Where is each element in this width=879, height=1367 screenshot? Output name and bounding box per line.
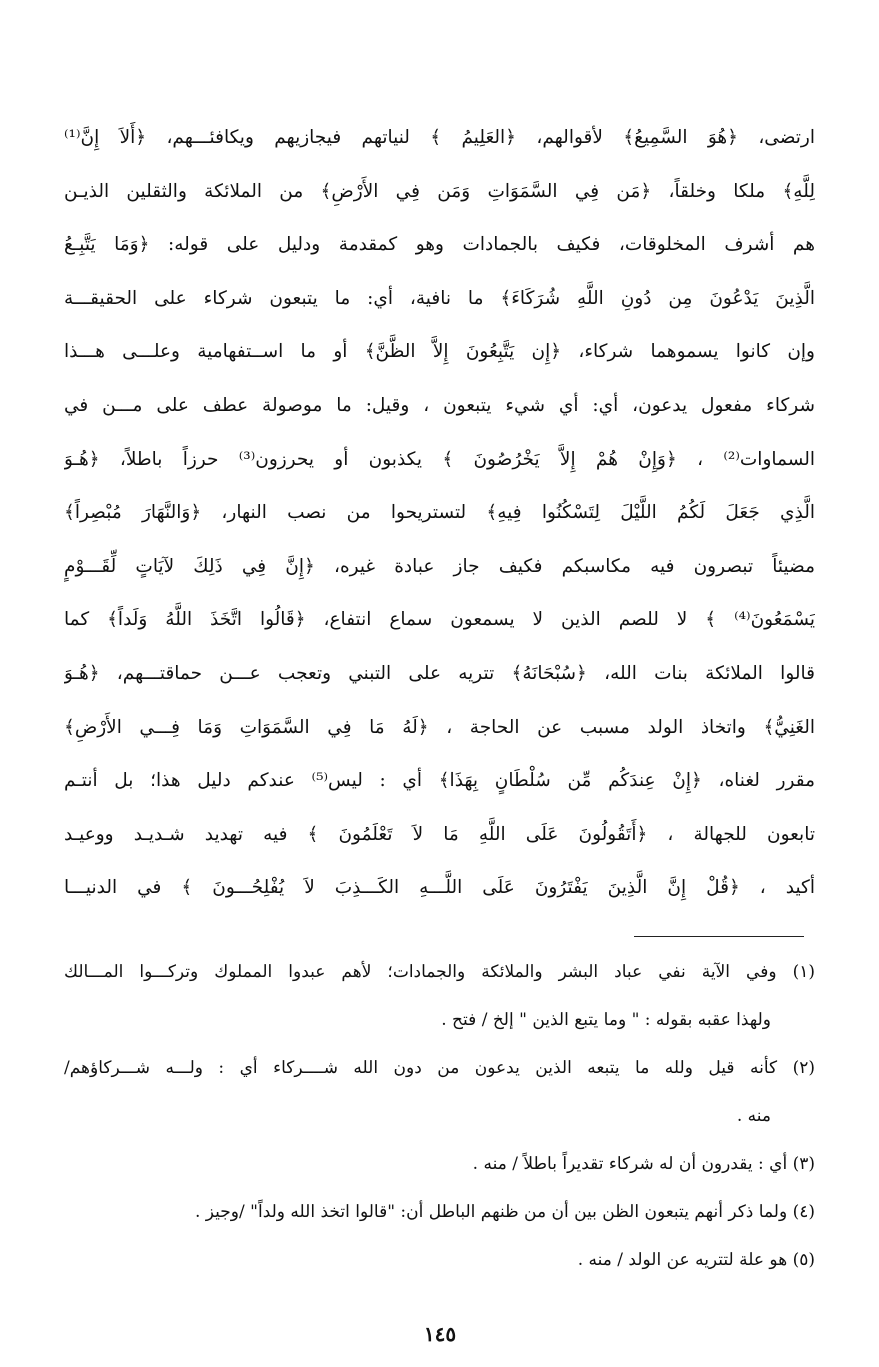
text-line: ارتضى، ﴿هُوَ السَّمِيعُ﴾ لأقوالهم، ﴿العَلِيمُ ﴾ لنياتهم فيجازيهم ويكافئـــهم، ﴿أَلاَ إِنَّ⁽¹⁾ (64, 127, 815, 148)
text-line: قالوا الملائكة بنات الله، ﴿سُبْحَانَهُ﴾ تتريه على التبني وتعجب عـــن حماقتـــهم، ﴿هُـوَ (64, 662, 815, 684)
text-line: يَسْمَعُونَ⁽⁴⁾ ﴾ لا للصم الذين لا يسمعون سماع انتفاع، ﴿قَالُوا اتَّخَذَ اللَّهُ وَلَداً﴾ كما (64, 609, 815, 631)
page-number: ١٤٥ (423, 1322, 457, 1346)
footnote-2-continued: منه . (736, 1106, 771, 1126)
text-line: لِلَّهِ﴾ ملكا وخلقاً، ﴿مَن فِي السَّمَوَاتِ وَمَن فِي الأَرْضِ﴾ من الملائكة والثقلين الذيـن (64, 180, 815, 202)
text-line: الَّذِينَ يَدْعُونَ مِن دُونِ اللَّهِ شُرَكَاءَ﴾ ما نافية، أي: ما يتبعون شركاء على الحقيقـــة (64, 287, 815, 309)
footnote-5: (٥) هو علة لتتريه عن الولد / منه . (577, 1250, 815, 1270)
footnote-3: (٣) أي : يقدرون أن له شركاء تقديراً باطلاً / منه . (472, 1154, 815, 1174)
footnote-1: (١) وفي الآية نفي عباد البشر والملائكة والجمادات؛ لأهم عبدوا المملوك وتركـــوا المـــالك (64, 962, 815, 982)
main-text-block (64, 112, 815, 916)
text-line: الغَنِيُّ﴾ واتخاذ الولد مسبب عن الحاجة ، ﴿لَهُ مَا فِي السَّمَوَاتِ وَمَا فِـــي الأَرْضِ﴾ (64, 716, 815, 738)
text-line: أكيد ، ﴿قُلْ إِنَّ الَّذِينَ يَفْتَرُونَ عَلَى اللَّـــهِ الكَـــذِبَ لاَ يُفْلِحُـــونَ ﴾ في الدنيـــا (64, 877, 815, 899)
footnote-divider (634, 936, 804, 937)
footnote-1-continued: ولهذا عقبه بقوله : " وما يتبع الذين " إلخ / فتح . (441, 1010, 771, 1030)
text-line: هم أشرف المخلوقات، فكيف بالجمادات وهو كمقدمة ودليل على قوله: ﴿وَمَا يَتَّبِـعُ (64, 234, 815, 256)
text-line: مضيئاً تبصرون فيه مكاسبكم فكيف جاز عبادة غيره، ﴿إِنَّ فِي ذَلِكَ لآيَاتٍ لِّقَـــوْمٍ (64, 555, 815, 577)
text-line: وإن كانوا يسموهما شركاء، ﴿إِن يَتَّبِعُونَ إِلاَّ الظَّنَّ﴾ أو ما اســتفهامية وعلـــى هـــذا (64, 341, 815, 363)
text-line: الَّذِي جَعَلَ لَكُمُ اللَّيْلَ لِتَسْكُنُوا فِيهِ﴾ لتستريحوا من نصب النهار، ﴿وَالنَّهَارَ مُبْصِراً﴾ (64, 502, 815, 524)
footnote-2: (٢) كأنه قيل ولله ما يتبعه الذين يدعون من دون الله شــــركاء أي : ولـــه شـــركاؤهم/ (64, 1058, 815, 1078)
footnotes-block (64, 952, 815, 1288)
footnote-4: (٤) ولما ذكر أنهم يتبعون الظن بين أن من ظنهم الباطل أن: "قالوا اتخذ الله ولداً" /وجيز . (194, 1202, 815, 1222)
text-line: شركاء مفعول يدعون، أي: أي شيء يتبعون ، وقيل: ما موصولة عطف على مـــن في (64, 394, 815, 416)
text-line: تابعون للجهالة ، ﴿أَتَقُولُونَ عَلَى اللَّهِ مَا لاَ تَعْلَمُونَ ﴾ فيه تهديد شـديـد ووعيـد (64, 823, 815, 845)
text-line: مقرر لغناه، ﴿إِنْ عِندَكُم مِّن سُلْطَانٍ بِهَذَا﴾ أي : ليس⁽⁵⁾ عندكم دليل هذا؛ بل أنتـم (64, 770, 815, 792)
text-line: السماوات⁽²⁾ ، ﴿وَإِنْ هُمْ إِلاَّ يَخْرُصُونَ ﴾ يكذبون أو يحرزون⁽³⁾ حرزاً باطلاً، ﴿هُـوَ (64, 448, 815, 470)
